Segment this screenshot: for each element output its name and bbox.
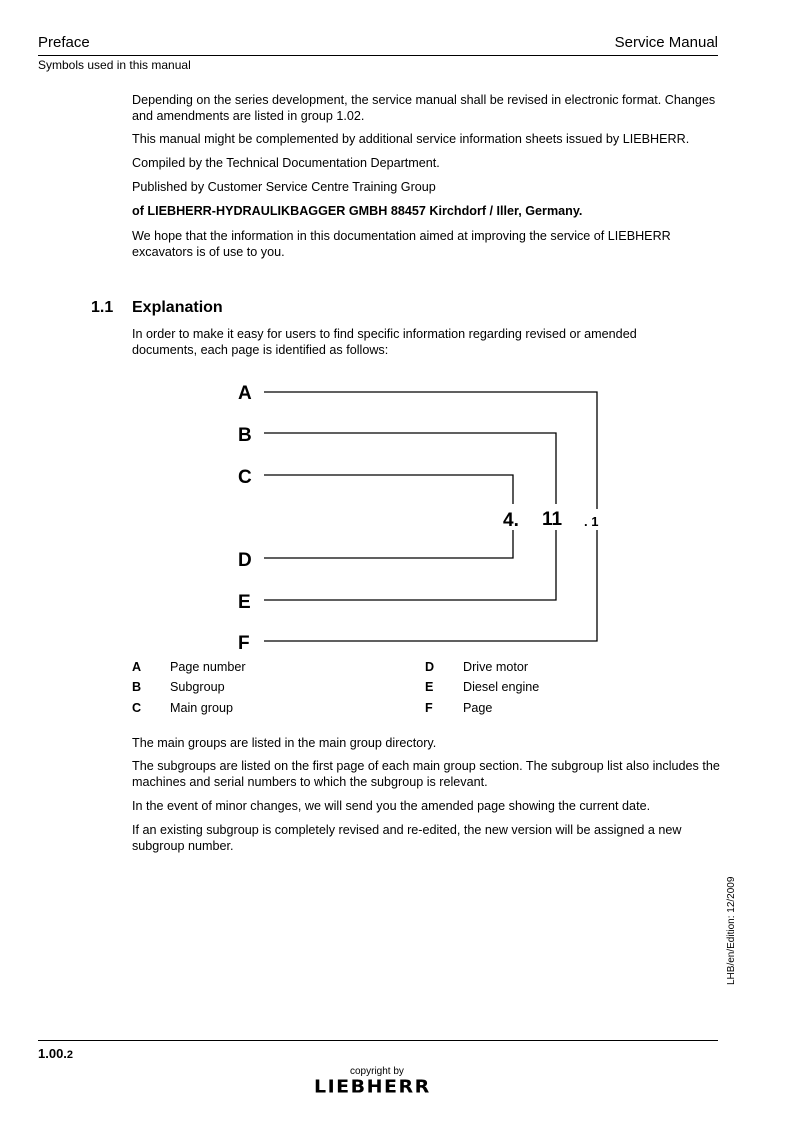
footer-page-main: 1.00. xyxy=(38,1046,67,1061)
diagram-code-subgroup: 11 xyxy=(542,509,563,530)
section-title: Explanation xyxy=(132,299,223,316)
legend-key-e: E xyxy=(425,680,434,694)
note-revised-subgroup: If an existing subgroup is completely revised and re-edited, the new version will be assigned a new subgroup number. xyxy=(132,823,682,853)
header-section-title: Preface xyxy=(38,34,90,51)
intro-paragraph-published: Published by Customer Service Centre Training Group xyxy=(132,180,436,194)
legend-key-c: C xyxy=(132,701,142,715)
connector-line-c xyxy=(264,475,513,504)
intro-paragraph-closing: We hope that the information in this documentation aimed at improving the service of LIEBHERR excavators is of use to you. xyxy=(132,229,671,259)
legend-key-f: F xyxy=(425,701,433,715)
legend-key-d: D xyxy=(425,660,435,674)
diagram-label-e: E xyxy=(238,592,251,613)
legend-value-c: Main group xyxy=(170,701,234,715)
legend-value-e: Diesel engine xyxy=(463,680,540,694)
intro-paragraph-compiled: Compiled by the Technical Documentation Department. xyxy=(132,156,440,170)
diagram-code-main-group: 4. xyxy=(503,510,519,531)
note-main-groups: The main groups are listed in the main group directory. xyxy=(132,736,437,750)
legend-value-d: Drive motor xyxy=(463,660,529,674)
connector-line-a xyxy=(264,392,597,509)
note-subgroups: The subgroups are listed on the first page of each main group section. The subgroup list also includes the machines and serial numbers to which the subgroup is relevant. xyxy=(132,759,720,789)
legend-key-b: B xyxy=(132,680,142,694)
legend-value-f: Page xyxy=(463,701,493,715)
footer-page-sub: 2 xyxy=(66,1049,74,1061)
header-manual-title: Service Manual xyxy=(614,34,718,51)
diagram-label-b: B xyxy=(238,425,252,446)
intro-paragraph-complemented: This manual might be complemented by additional service information sheets issued by LIEBHERR. xyxy=(132,132,690,146)
legend-value-b: Subgroup xyxy=(170,680,225,694)
connector-line-f xyxy=(264,530,597,641)
diagram-code-page: . 1 xyxy=(584,514,599,529)
diagram-label-f: F xyxy=(238,633,250,654)
connector-line-b xyxy=(264,433,556,504)
legend-value-a: Page number xyxy=(170,660,246,674)
footer-copyright: copyright by xyxy=(350,1066,404,1077)
section-number: 1.1 xyxy=(91,299,114,316)
intro-paragraph-revisions: Depending on the series development, the service manual shall be revised in electronic format. Changes and amendments are listed in group 1.02. xyxy=(132,93,716,123)
diagram-label-a: A xyxy=(238,383,252,404)
intro-paragraph-company: of LIEBHERR-HYDRAULIKBAGGER GMBH 88457 Kirchdorf / Iller, Germany. xyxy=(132,204,583,218)
edition-marker: LHB/en/Edition: 12/2009 xyxy=(726,876,737,985)
connector-line-d xyxy=(264,530,513,558)
liebherr-logo: LIEBHERR xyxy=(314,1076,431,1098)
diagram-label-c: C xyxy=(238,467,252,488)
connector-line-e xyxy=(264,530,556,600)
header-subtitle: Symbols used in this manual xyxy=(38,58,191,72)
legend-key-a: A xyxy=(132,660,142,674)
footer-divider xyxy=(38,1040,718,1041)
note-minor-changes: In the event of minor changes, we will send you the amended page showing the current date. xyxy=(132,799,651,813)
footer-page-number xyxy=(38,1046,73,1061)
diagram-label-d: D xyxy=(238,550,252,571)
section-intro: In order to make it easy for users to find specific information regarding revised or amended documents, each page is identified as follows: xyxy=(132,327,637,357)
